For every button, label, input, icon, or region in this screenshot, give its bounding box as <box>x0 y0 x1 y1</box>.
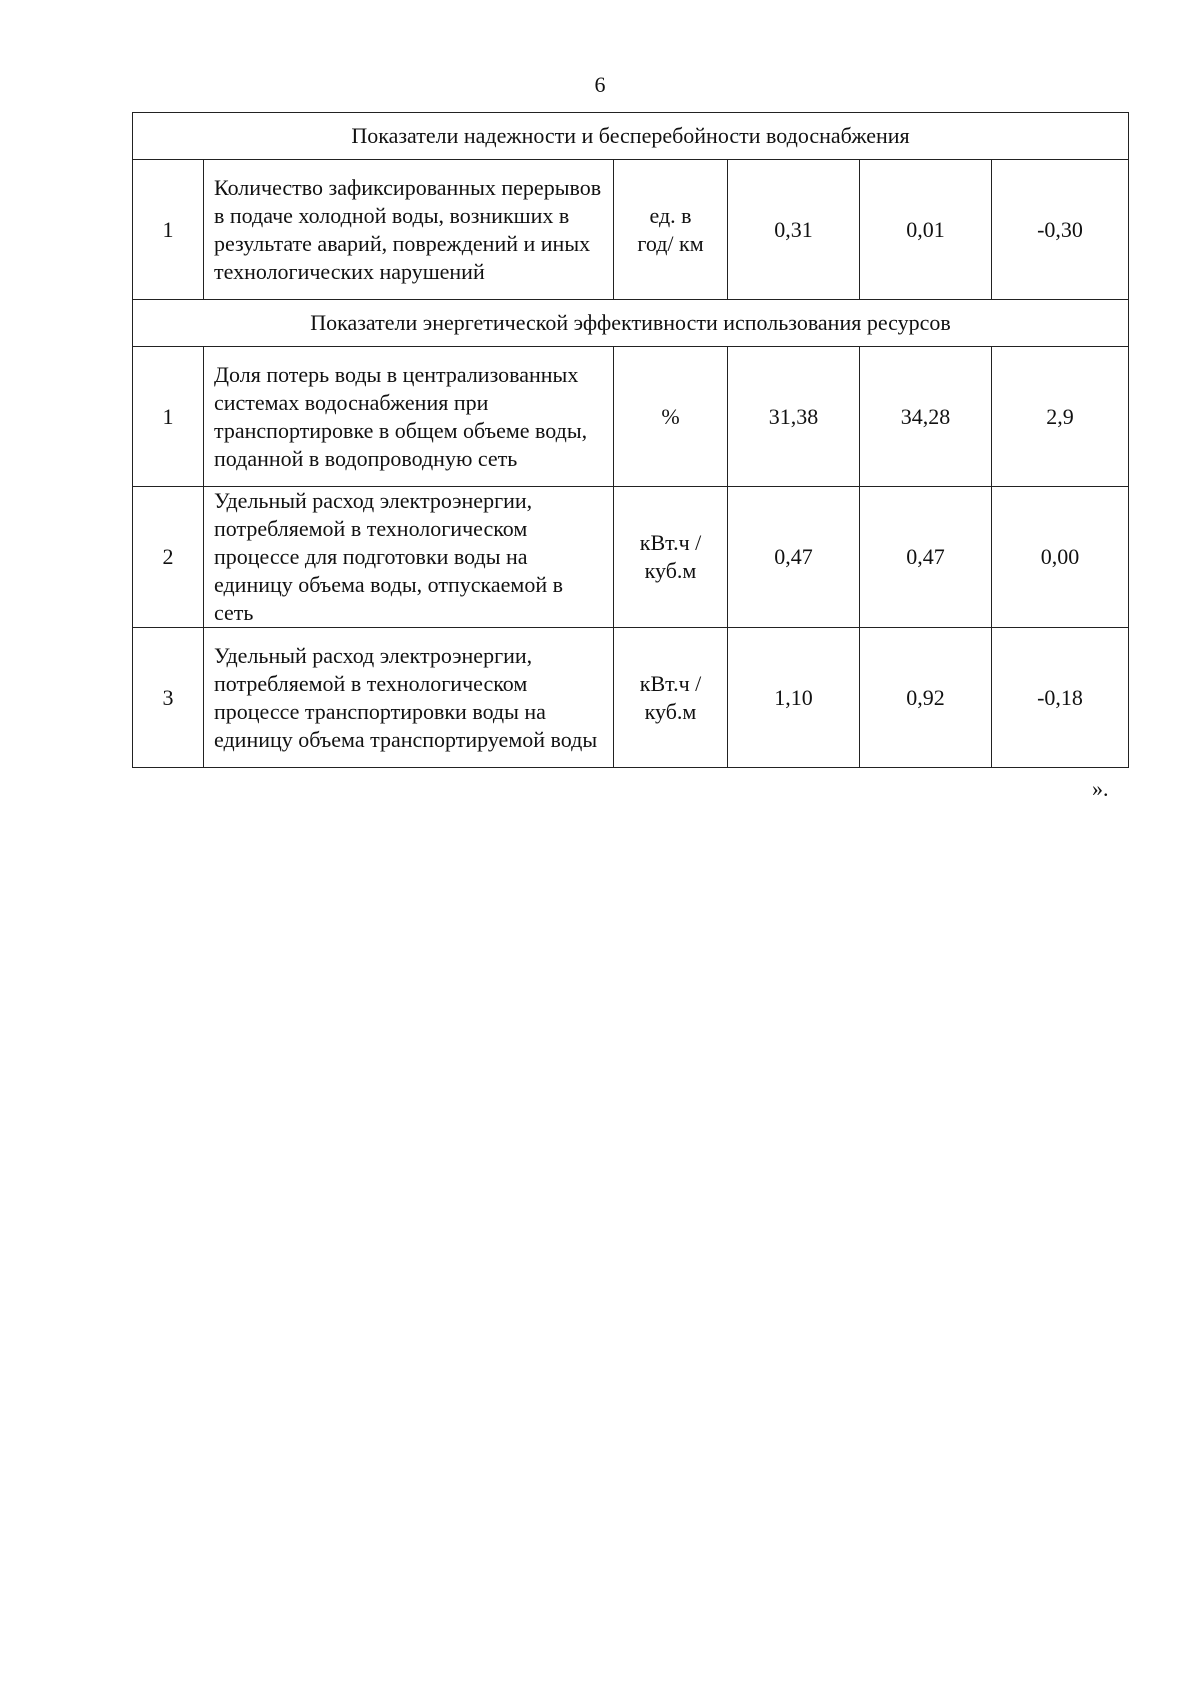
indicators-table <box>132 112 1129 768</box>
section-title: Показатели энергетической эффективности использования ресурсов <box>133 300 1129 347</box>
table-row <box>133 628 1129 768</box>
row-value-1: 31,38 <box>728 347 860 487</box>
row-value-2: 0,47 <box>860 487 992 628</box>
row-value-2: 0,01 <box>860 160 992 300</box>
section-header-row <box>133 300 1129 347</box>
row-value-3: -0,30 <box>992 160 1129 300</box>
row-description: Доля потерь воды в централизованных системах водоснабжения при транспортировке в общем объеме воды, поданной в водопроводную сеть <box>204 347 614 487</box>
row-number: 1 <box>133 160 204 300</box>
row-value-1: 0,47 <box>728 487 860 628</box>
row-value-3: 2,9 <box>992 347 1129 487</box>
row-unit <box>614 160 728 300</box>
row-description: Удельный расход электроэнергии, потребляемой в технологическом процессе для подготовки воды на единицу объема воды, отпускаемой в сеть <box>204 487 614 628</box>
closing-quote-mark: ». <box>1092 776 1109 801</box>
unit-line-1: % <box>661 403 680 429</box>
row-unit <box>614 347 728 487</box>
table-row <box>133 347 1129 487</box>
section-title: Показатели надежности и бесперебойности водоснабжения <box>133 113 1129 160</box>
page-number: 6 <box>594 72 606 97</box>
row-number: 2 <box>133 487 204 628</box>
unit-line-2: куб.м <box>644 698 697 724</box>
row-value-2: 34,28 <box>860 347 992 487</box>
section-header-row <box>133 113 1129 160</box>
row-unit <box>614 628 728 768</box>
row-value-1: 1,10 <box>728 628 860 768</box>
unit-line-1: кВт.ч / <box>639 670 702 696</box>
row-number: 3 <box>133 628 204 768</box>
row-unit <box>614 487 728 628</box>
table-row <box>133 487 1129 628</box>
row-value-2: 0,92 <box>860 628 992 768</box>
row-description: Количество зафиксированных перерывов в подаче холодной воды, возникших в результате аварий, повреждений и иных технологических нарушений <box>204 160 614 300</box>
unit-line-1: ед. в <box>649 202 692 228</box>
row-description: Удельный расход электроэнергии, потребляемой в технологическом процессе транспортировки воды на единицу объема транспортируемой воды <box>204 628 614 768</box>
table-row <box>133 160 1129 300</box>
unit-line-1: кВт.ч / <box>639 530 702 555</box>
row-value-3: -0,18 <box>992 628 1129 768</box>
row-value-3: 0,00 <box>992 487 1129 628</box>
unit-line-2: год/ км <box>637 230 704 256</box>
row-value-1: 0,31 <box>728 160 860 300</box>
row-number: 1 <box>133 347 204 487</box>
unit-line-2: куб.м <box>644 558 697 583</box>
